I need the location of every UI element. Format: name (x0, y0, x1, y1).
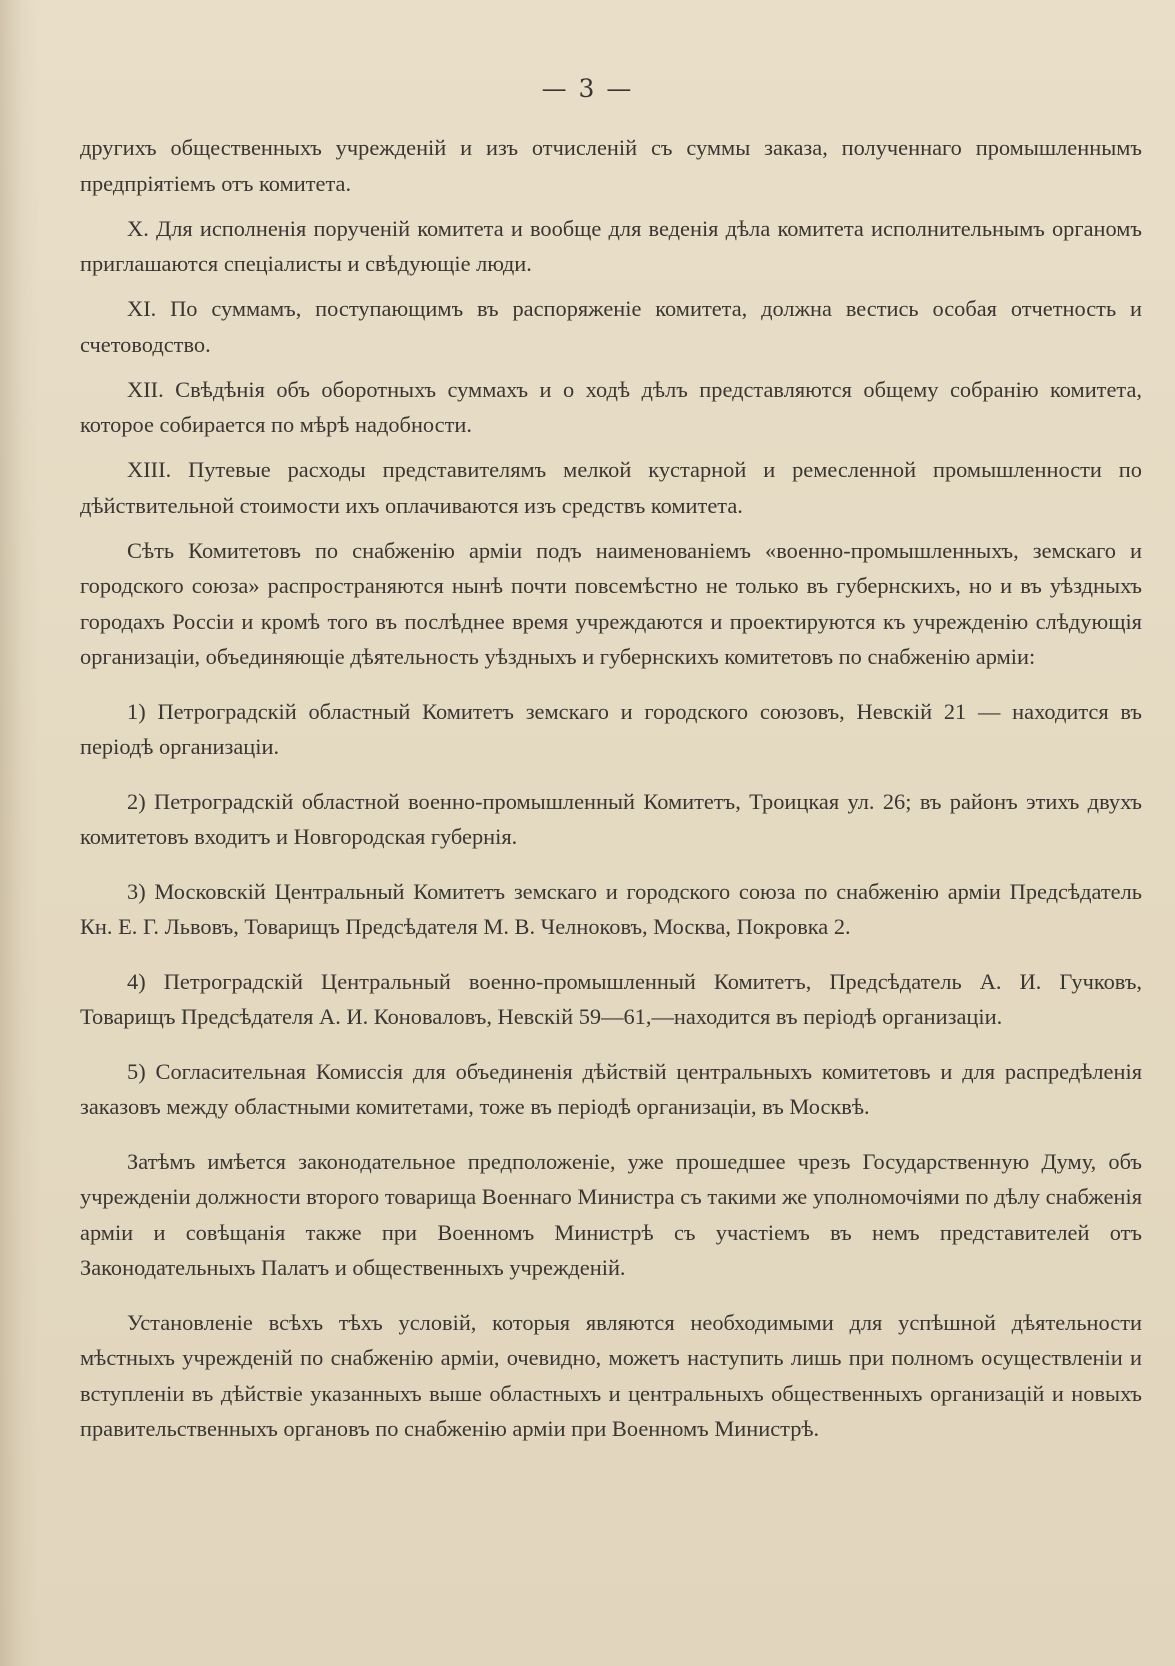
paragraph-section-x: X. Для исполненія порученій комитета и вообще для веденія дѣла комитета исполнительнымъ органомъ приглашаются спеціалисты и свѣдующіе люди. (80, 215, 1142, 276)
list-item-3: 3) Московскій Центральный Комитетъ земскаго и городского союза по снабженію арміи Предсѣдатель Кн. Е. Г. Львовъ, Товарищъ Предсѣдателя М. В. Челноковъ, Москва, Покровка 2. (80, 878, 1142, 939)
document-body (80, 130, 1142, 1456)
list-item-4: 4) Петроградскій Центральный военно-промышленный Комитетъ, Предсѣдатель А. И. Гучковъ, Товарищъ Предсѣдателя А. И. Коноваловъ, Невскій 59—61,—находится въ періодѣ организаціи. (80, 968, 1142, 1029)
paragraph-section-xii: XII. Свѣдѣнія объ оборотныхъ суммахъ и о ходѣ дѣлъ представляются общему собранію комитета, которое собирается по мѣрѣ надобности. (80, 376, 1142, 437)
paragraph-conclusion: Установленіе всѣхъ тѣхъ условій, которыя являются необходимыми для успѣшной дѣятельности мѣстныхъ учрежденій по снабженію арміи, очевидно, можетъ наступить лишь при полномъ осуществленіи и вступленіи въ дѣйствіе указанныхъ выше областныхъ и центральныхъ общественныхъ организацій и новыхъ правительственныхъ органовъ по снабженію арміи при Военномъ Министрѣ. (80, 1309, 1142, 1441)
list-item-2: 2) Петроградскій областной военно-промышленный Комитетъ, Троицкая ул. 26; въ районъ этихъ двухъ комитетовъ входитъ и Новгородская губернія. (80, 788, 1142, 849)
paragraph-section-xiii: XIII. Путевые расходы представителямъ мелкой кустарной и ремесленной промышленности по дѣйствительной стоимости ихъ оплачиваются изъ средствъ комитета. (80, 457, 1142, 518)
paragraph-section-xi: XI. По суммамъ, поступающимъ въ распоряженіе комитета, должна вестись особая отчетность и счетоводство. (80, 296, 1142, 357)
list-item-5: 5) Согласительная Комиссія для объединенія дѣйствій центральныхъ комитетовъ и для распредѣленія заказовъ между областными комитетами, тоже въ періодѣ организаціи, въ Москвѣ. (80, 1058, 1142, 1119)
paragraph-committee-network: Сѣть Комитетовъ по снабженію арміи подъ наименованіемъ «военно-промышленныхъ, земскаго и городского союза» распространяются нынѣ почти повсемѣстно не только въ губернскихъ, но и въ уѣздныхъ городахъ Россіи и кромѣ того въ послѣднее время учреждаются и проектируются къ учрежденію слѣдующія организаціи, объединяющіе дѣятельность уѣздныхъ и губернскихъ комитетовъ по снабженію арміи: (80, 537, 1142, 669)
list-item-1: 1) Петроградскій областный Комитетъ земскаго и городского союзовъ, Невскій 21 — находится въ періодѣ организаціи. (80, 698, 1142, 759)
paragraph-legislative-proposal: Затѣмъ имѣется законодательное предположеніе, уже прошедшее чрезъ Государственную Думу, объ учрежденіи должности второго товарища Военнаго Министра съ такими же уполномочіями по дѣлу снабженія арміи и совѣщанія также при Военномъ Министрѣ съ участіемъ въ немъ представителей отъ Законодательныхъ Палатъ и общественныхъ учрежденій. (80, 1148, 1142, 1280)
page-number: — 3 — (541, 74, 634, 103)
paragraph-continuation: другихъ общественныхъ учрежденій и изъ отчисленій съ суммы заказа, полученнаго промышленнымъ предпріятіемъ отъ комитета. (80, 135, 1142, 196)
